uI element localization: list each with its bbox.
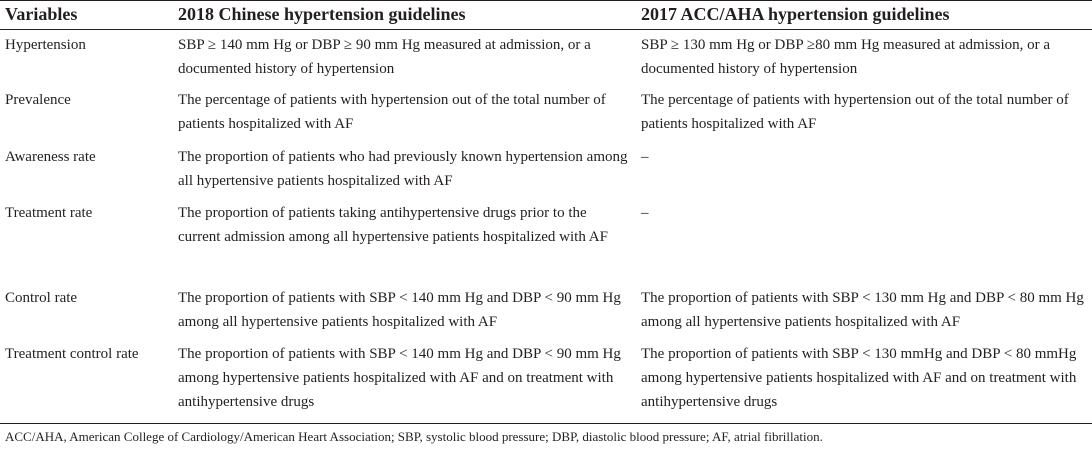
cell-chinese-2018: The proportion of patients taking antihypertensive drugs prior to the current admission among all hypertensive patients hospitalized with AF bbox=[178, 205, 608, 245]
cell-acc-aha-2017: – bbox=[641, 149, 649, 165]
cell-variable: Prevalence bbox=[5, 92, 71, 108]
cell-variable: Hypertension bbox=[5, 37, 86, 53]
cell-chinese-2018: SBP ≥ 140 mm Hg or DBP ≥ 90 mm Hg measured at admission, or a documented history of hypertension bbox=[178, 37, 591, 77]
header-chinese-2018: 2018 Chinese hypertension guidelines bbox=[178, 4, 466, 24]
table-bottom-rule bbox=[0, 423, 1092, 424]
cell-acc-aha-2017: The proportion of patients with SBP < 130 mm Hg and DBP < 80 mm Hg among all hypertensive patients hospitalized with AF bbox=[641, 290, 1084, 330]
cell-acc-aha-2017: The percentage of patients with hypertension out of the total number of patients hospitalized with AF bbox=[641, 92, 1069, 132]
cell-variable: Treatment rate bbox=[5, 205, 93, 221]
cell-chinese-2018: The percentage of patients with hypertension out of the total number of patients hospitalized with AF bbox=[178, 92, 606, 132]
cell-chinese-2018: The proportion of patients with SBP < 140 mm Hg and DBP < 90 mm Hg among hypertensive patients hospitalized with AF and on treatment with antihypertensive drugs bbox=[178, 346, 621, 410]
header-acc-aha-2017: 2017 ACC/AHA hypertension guidelines bbox=[641, 4, 950, 24]
cell-acc-aha-2017: – bbox=[641, 205, 649, 221]
header-variables: Variables bbox=[5, 4, 78, 24]
cell-variable: Control rate bbox=[5, 290, 78, 306]
cell-acc-aha-2017: SBP ≥ 130 mm Hg or DBP ≥80 mm Hg measured at admission, or a documented history of hypertension bbox=[641, 37, 1051, 77]
table-header-rule bbox=[0, 29, 1092, 30]
cell-chinese-2018: The proportion of patients with SBP < 140 mm Hg and DBP < 90 mm Hg among all hypertensive patients hospitalized with AF bbox=[178, 290, 621, 330]
cell-chinese-2018: The proportion of patients who had previously known hypertension among all hypertensive patients hospitalized with AF bbox=[178, 149, 628, 189]
table-header-row bbox=[0, 0, 1092, 29]
cell-acc-aha-2017: The proportion of patients with SBP < 130 mmHg and DBP < 80 mmHg among hypertensive patients hospitalized with AF and on treatment with antihypertensive drugs bbox=[641, 346, 1077, 410]
table-footnote: ACC/AHA, American College of Cardiology/American Heart Association; SBP, systolic blood pressure; DBP, diastolic blood pressure; AF, atrial fibrillation. bbox=[5, 429, 823, 444]
cell-variable: Awareness rate bbox=[5, 149, 96, 165]
cell-variable: Treatment control rate bbox=[5, 346, 139, 362]
